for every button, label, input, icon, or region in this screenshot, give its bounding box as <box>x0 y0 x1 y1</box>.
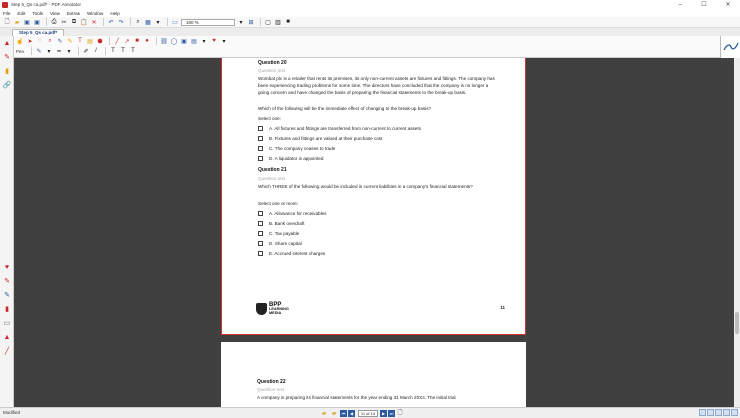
view-mode-buttons <box>698 409 738 416</box>
question-20-instruction: Select one: <box>258 116 281 121</box>
question-20-option-a[interactable]: A. All fixtures and fittings are transferred from non-current to current assets <box>258 126 421 131</box>
save-all-icon[interactable]: ▣ <box>34 19 40 26</box>
menu-bar <box>0 9 740 17</box>
copy-icon[interactable]: ⧉ <box>71 18 77 25</box>
question-20-option-d[interactable]: D. A liquidator is appointed <box>258 156 323 161</box>
undo-icon[interactable]: ↶ <box>108 19 114 26</box>
annotation-toolbar <box>14 36 740 58</box>
dropdown-icon[interactable]: ▾ <box>156 19 160 26</box>
pdf-page-11 <box>221 58 526 335</box>
image-icon[interactable]: ▦ <box>145 19 151 26</box>
blue-pen-icon[interactable]: ✎ <box>4 292 10 299</box>
highlighter-tool-icon[interactable]: ✎ <box>67 38 73 45</box>
question-20-prompt: Which of the following will be the immediate effect of changing to the break-up basis? <box>258 106 432 111</box>
fit-width-icon[interactable]: ▭ <box>172 19 178 26</box>
question-21-option-d[interactable]: D. Share capital <box>258 241 302 246</box>
cut-icon[interactable]: ✂ <box>61 19 67 26</box>
status-bar <box>0 407 740 416</box>
pen-tool-icon[interactable]: ✎ <box>57 38 63 45</box>
question-20-text: Wombat plc is a retailer that rents its premises, its only non-current assets are fixtures and fittings. The company has been experiencing trading problems for some time. The directors have concluded that the company is no longer a going concern and have changed the basis of preparing the financial statements to the break-up basis. <box>258 76 495 95</box>
folder-icon[interactable]: ▰ <box>321 410 327 417</box>
menu-window[interactable]: Window <box>86 10 104 16</box>
question-21-subheading: Question text <box>258 176 286 181</box>
status-modified: Modified <box>3 410 21 415</box>
new-icon[interactable]: 🗋 <box>4 19 10 25</box>
checkbox[interactable] <box>258 221 263 226</box>
question-21-option-c[interactable]: C. Tax payable <box>258 231 299 236</box>
view-mode-1-icon[interactable] <box>699 409 706 416</box>
close-icon[interactable]: ✕ <box>725 2 731 8</box>
question-22-text: A company is preparing its financial statements for the year ending 31 March 20X4. The initial trial <box>257 395 456 400</box>
tab-bar <box>0 28 740 36</box>
document-viewer[interactable] <box>14 58 734 407</box>
eraser-icon[interactable]: ▭ <box>3 320 11 327</box>
select-icon[interactable]: ▲ <box>3 39 11 47</box>
line-tool-icon[interactable]: ╱ <box>115 38 119 45</box>
checkbox[interactable] <box>258 211 263 216</box>
question-22-heading: Question 22 <box>257 379 286 385</box>
text-box-icon[interactable]: T <box>78 38 82 44</box>
question-21-option-b[interactable]: B. Bank overdraft <box>258 221 305 226</box>
attach-icon[interactable]: 🔗 <box>2 82 12 89</box>
page-indicator[interactable]: 11 of 14 <box>358 410 378 417</box>
open-icon[interactable]: ▰ <box>14 19 20 26</box>
menu-view[interactable]: View <box>50 10 60 16</box>
question-21-text: Which THREE of the following would be included in current liabilities in a company's financial statements? <box>258 184 473 189</box>
first-page-button[interactable]: ⏮ <box>341 410 346 416</box>
redo-icon[interactable]: ↷ <box>118 19 124 26</box>
view-mode-3-icon[interactable] <box>715 409 722 416</box>
squiggle-icon <box>723 41 739 53</box>
pdf-page-12 <box>221 342 526 407</box>
two-page-icon[interactable]: ▥ <box>275 19 281 26</box>
view-mode-2-icon[interactable] <box>707 409 714 416</box>
brush-icon[interactable]: ✐ <box>83 48 89 55</box>
add-page-icon[interactable]: 🗋 <box>397 410 403 416</box>
note-icon[interactable]: ▤ <box>87 38 93 45</box>
ellipse-tool-icon[interactable]: ● <box>145 38 149 44</box>
text-style-icon[interactable]: T <box>111 48 115 54</box>
pen-icon[interactable]: ✎ <box>4 54 10 61</box>
lasso-icon[interactable]: ◌ <box>38 38 42 44</box>
zoom-field[interactable]: 100 % <box>181 19 235 26</box>
question-20-heading: Question 20 <box>258 60 287 66</box>
next-page-button[interactable]: ▶ <box>381 410 386 416</box>
window-title: Step 5_Qs ca.pdf* - PDF Annotator <box>11 2 82 7</box>
minimize-icon[interactable]: – <box>678 1 682 8</box>
paste-icon[interactable]: 📋 <box>80 19 88 26</box>
maximize-icon[interactable]: ☐ <box>701 2 707 8</box>
question-21-option-e[interactable]: E. Accrued interest charges <box>258 251 325 256</box>
title-bar <box>0 0 740 9</box>
stamp-icon[interactable]: ▲ <box>3 333 11 341</box>
question-21-instruction: Select one or more: <box>258 201 299 206</box>
color-picker-icon[interactable]: ✎ <box>36 48 42 55</box>
prev-page-button[interactable]: ◀ <box>349 410 354 416</box>
stamp-tool-icon[interactable]: ⬢ <box>97 38 103 45</box>
checkbox[interactable] <box>258 231 263 236</box>
heart-stamp-icon[interactable]: ♥ <box>212 38 216 44</box>
zoom-fit-icon[interactable]: ⊞ <box>248 19 254 26</box>
pen-label: Pen <box>16 48 25 54</box>
page-number: 11 <box>500 305 505 310</box>
zoom-tool-icon[interactable]: ⌕ <box>48 37 52 44</box>
question-21-option-a[interactable]: A. Allowance for receivables <box>258 211 326 216</box>
question-20-subheading: Question text <box>258 68 286 73</box>
scroll-thumb[interactable] <box>735 312 739 334</box>
bpp-logo: BPP LEARNING MEDIA <box>256 303 289 315</box>
red-pen-icon[interactable]: ✎ <box>4 278 10 285</box>
main-toolbar <box>0 17 740 28</box>
menu-file[interactable]: File <box>3 10 11 16</box>
left-tool-strip <box>0 36 14 407</box>
checkbox[interactable] <box>258 146 263 151</box>
delete-icon[interactable]: ✕ <box>91 19 97 26</box>
checkbox[interactable] <box>258 156 263 161</box>
tool-dropdown-icon[interactable]: ▾ <box>202 38 206 45</box>
strikethrough-icon[interactable]: T <box>121 48 125 54</box>
question-21-heading: Question 21 <box>258 167 287 173</box>
image-tool-icon[interactable]: ▣ <box>181 38 187 45</box>
color-dropdown-icon[interactable]: ▾ <box>47 48 51 55</box>
line-icon[interactable]: ╱ <box>4 348 10 355</box>
last-page-button[interactable]: ⏭ <box>389 410 394 416</box>
link-tool-icon[interactable]: ⛓ <box>160 38 168 45</box>
checkbox[interactable] <box>258 126 263 131</box>
width-dropdown-icon[interactable]: ▾ <box>67 48 71 55</box>
arrow-tool-icon[interactable]: ↗ <box>124 38 130 45</box>
print-icon[interactable]: ⎙ <box>51 18 57 25</box>
highlighter-icon[interactable]: ▮ <box>5 68 9 75</box>
view-mode-5-icon[interactable] <box>731 409 738 416</box>
italic-icon[interactable]: / <box>95 48 97 54</box>
pen-preview[interactable] <box>720 36 740 58</box>
vertical-scrollbar[interactable] <box>734 58 740 407</box>
fullscreen-icon[interactable]: ■ <box>286 19 290 25</box>
ruler-tool-icon[interactable]: ▤ <box>191 38 197 45</box>
single-page-icon[interactable]: ▢ <box>265 19 271 26</box>
find-icon[interactable]: ⌕ <box>136 18 140 25</box>
menu-extras[interactable]: Extras <box>66 10 80 16</box>
bpp-shield-icon <box>256 303 267 315</box>
checkbox[interactable] <box>258 136 263 141</box>
stamp-dropdown-icon[interactable]: ▾ <box>222 38 226 45</box>
zoom-dropdown-icon[interactable]: ▾ <box>239 19 243 26</box>
question-20-option-b[interactable]: B. Fixtures and fittings are valued at their purchase cost <box>258 136 382 141</box>
question-22-subheading: Question text <box>257 387 285 392</box>
rectangle-tool-icon[interactable]: ■ <box>135 38 139 44</box>
favorite-heart-icon[interactable]: ♥ <box>4 263 10 271</box>
save-icon[interactable]: ▣ <box>24 19 30 26</box>
checkbox[interactable] <box>258 241 263 246</box>
underline-icon[interactable]: T <box>131 48 135 54</box>
hand-icon[interactable]: ☝ <box>16 38 24 45</box>
tab-document[interactable]: Step 5_Qs ca.pdf* <box>12 29 64 36</box>
pointer-icon[interactable]: ➤ <box>27 38 33 45</box>
view-mode-4-icon[interactable] <box>723 409 730 416</box>
bookmark-icon[interactable]: ▰ <box>331 410 337 417</box>
menu-tools[interactable]: Tools <box>32 10 44 16</box>
marker-icon[interactable]: ▮ <box>5 306 9 313</box>
app-icon <box>2 2 8 8</box>
question-20-option-c[interactable]: C. The company ceases to trade <box>258 146 335 151</box>
line-width-icon[interactable]: ━ <box>57 48 61 55</box>
menu-help[interactable]: Help <box>110 10 120 16</box>
comment-tool-icon[interactable]: ◯ <box>170 38 178 45</box>
checkbox[interactable] <box>258 251 263 256</box>
window-controls <box>668 0 740 9</box>
menu-edit[interactable]: Edit <box>17 10 26 16</box>
